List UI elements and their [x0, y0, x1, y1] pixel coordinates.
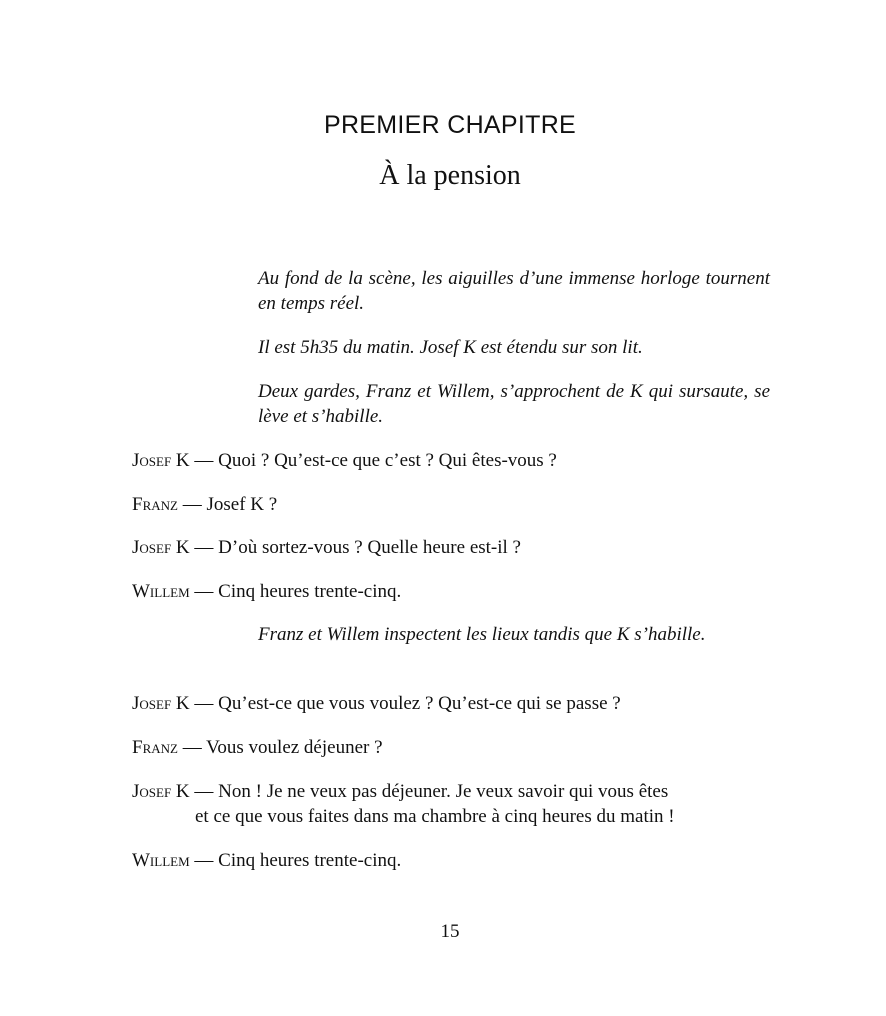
speaker-name: Josef K: [132, 781, 190, 802]
speaker-name: Franz: [132, 494, 178, 515]
dialogue-line: [132, 735, 383, 760]
dialogue-text: — Josef K ?: [182, 494, 278, 515]
speaker-name: Franz: [132, 737, 178, 758]
stage-direction: Au fond de la scène, les aiguilles d’une immense horloge tournent en temps réel.: [258, 268, 770, 314]
dialogue-text: — D’où sortez-vous ? Quelle heure est-il ?: [194, 537, 521, 558]
chapter-title: PREMIER CHAPITRE: [323, 111, 577, 139]
page-number: 15: [440, 921, 460, 942]
speaker-name: Josef K: [132, 450, 190, 471]
dialogue-text: — Qu’est-ce que vous voulez ? Qu’est-ce qui se passe ?: [194, 693, 621, 714]
stage-direction: Il est 5h35 du matin. Josef K est étendu sur son lit.: [258, 337, 643, 358]
stage-direction: Deux gardes, Franz et Willem, s’approchent de K qui sursaute, se lève et s’habille.: [258, 381, 770, 427]
dialogue-text: — Non ! Je ne veux pas déjeuner. Je veux savoir qui vous êtes: [194, 781, 669, 802]
dialogue-line: [132, 691, 621, 716]
dialogue-text: — Cinq heures trente-cinq.: [194, 850, 402, 871]
dialogue-continuation: et ce que vous faites dans ma chambre à cinq heures du matin !: [195, 806, 675, 827]
scene-title: À la pension: [379, 160, 521, 191]
speaker-name: Willem: [132, 850, 190, 871]
dialogue-text: — Vous voulez déjeuner ?: [182, 737, 383, 758]
stage-direction: Franz et Willem inspectent les lieux tandis que K s’habille.: [258, 624, 706, 645]
dialogue-text: — Cinq heures trente-cinq.: [194, 581, 402, 602]
speaker-name: Josef K: [132, 537, 190, 558]
dialogue-line: [132, 535, 521, 560]
speaker-name: Josef K: [132, 693, 190, 714]
dialogue-line: [132, 579, 401, 604]
dialogue-text: — Quoi ? Qu’est-ce que c’est ? Qui êtes-vous ?: [194, 450, 557, 471]
dialogue-line: [132, 848, 401, 873]
dialogue-line: [132, 779, 668, 804]
speaker-name: Willem: [132, 581, 190, 602]
dialogue-line: [132, 492, 277, 517]
dialogue-line: [132, 448, 557, 473]
